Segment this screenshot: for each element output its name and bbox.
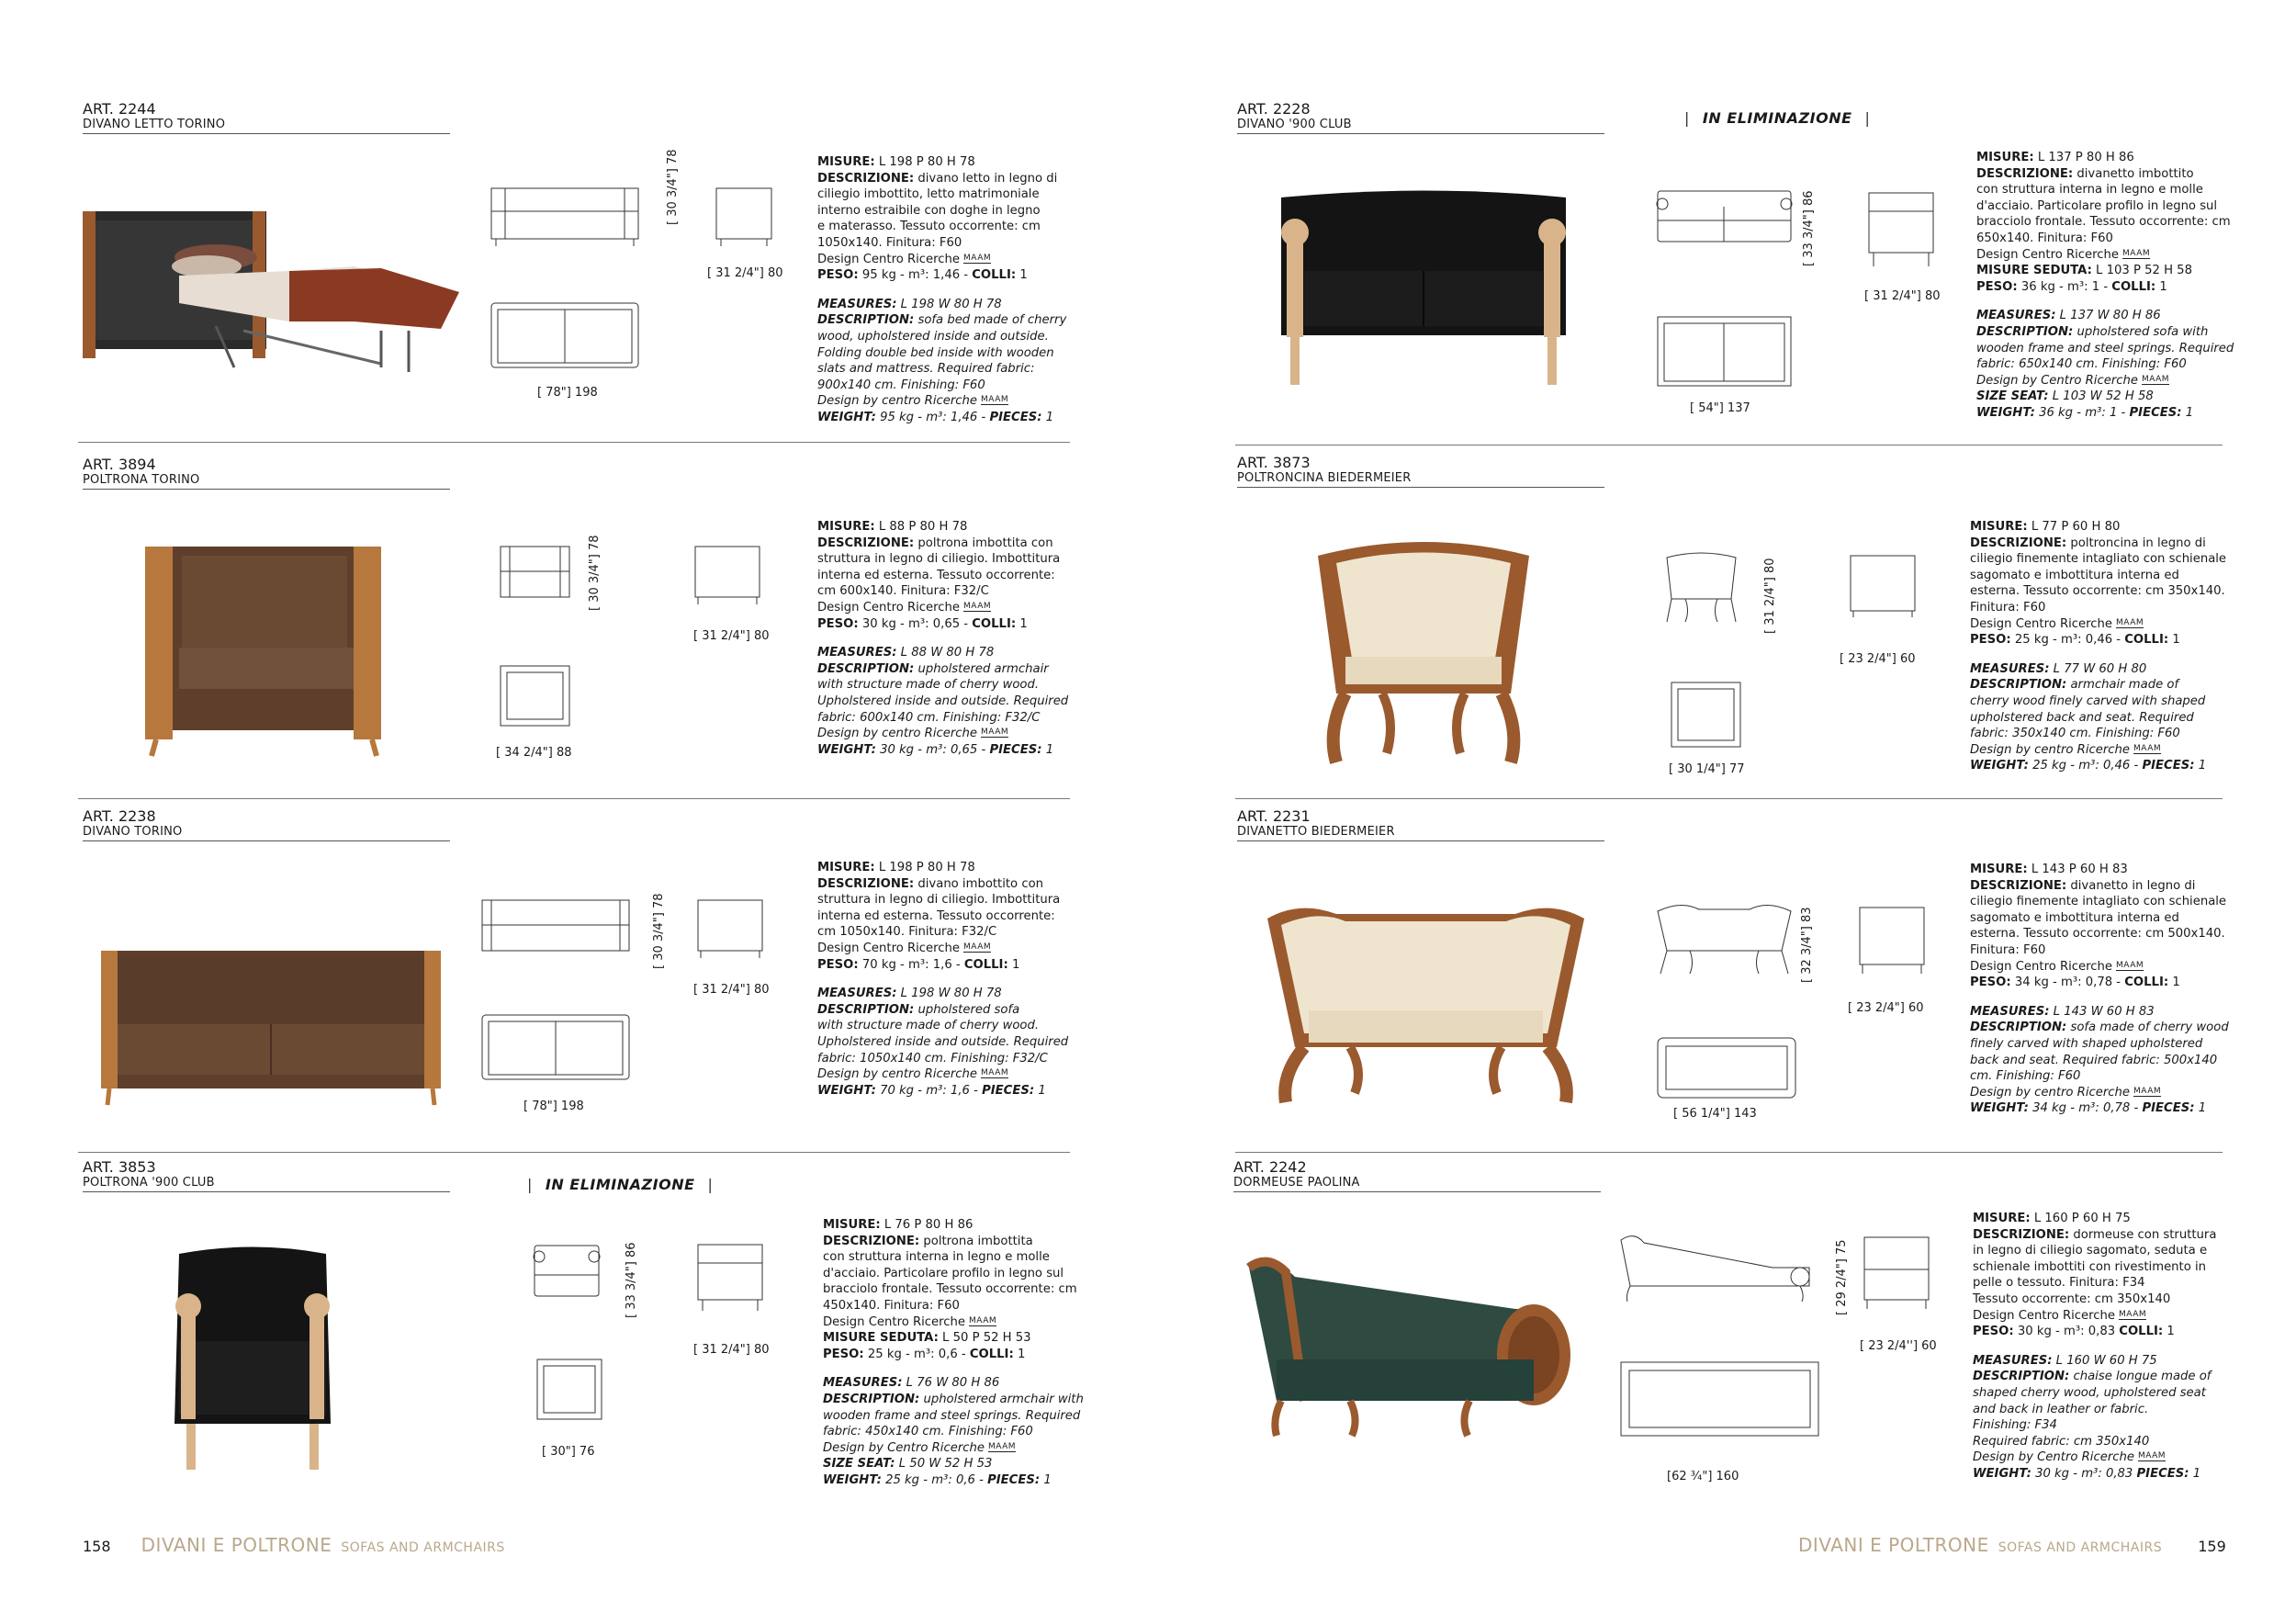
spec-line: WEIGHT: 36 kg - m³: 1 - PIECES: 1 — [1976, 405, 2194, 420]
spec-line: DESCRIZIONE: poltrona imbottita — [823, 1234, 1033, 1248]
product-photo — [1263, 896, 1589, 1107]
design-credit — [1970, 1085, 2227, 1101]
article-header — [83, 457, 450, 490]
design-credit — [1976, 247, 2234, 264]
article-header — [1233, 1159, 1601, 1192]
width-dimension: [ 30"] 76 — [542, 1445, 595, 1459]
side-view-drawing — [1846, 551, 1919, 620]
design-credit-text: Design by centro Ricerche — [1970, 1085, 2131, 1100]
top-view-drawing — [1616, 1358, 1823, 1440]
spec-line: 900x140 cm. Finishing: F60 — [817, 378, 985, 392]
italian-specs — [823, 1217, 1080, 1362]
english-specs — [1970, 661, 2227, 774]
spec-line: fabric: 1050x140 cm. Finishing: F32/C — [817, 1051, 1048, 1066]
italian-specs — [1970, 519, 2227, 648]
side-view-drawing — [691, 542, 764, 606]
spec-line: MEASURES: L 77 W 60 H 80 — [1970, 661, 2147, 676]
width-dimension: [ 78"] 198 — [523, 1100, 584, 1113]
spec-line: MISURE: L 143 P 60 H 83 — [1970, 863, 2128, 876]
product-photo — [96, 932, 445, 1107]
spec-line: Finitura: F60 — [1970, 942, 2046, 957]
spec-line: SIZE SEAT: L 50 W 52 H 53 — [823, 1457, 993, 1472]
spec-line: interna ed esterna. Tessuto occorrente: — [817, 568, 1055, 582]
discontinued-label: | IN ELIMINAZIONE | — [1684, 109, 1871, 127]
spec-line: MISURE: L 198 P 80 H 78 — [817, 861, 975, 874]
front-view-drawing — [496, 542, 574, 606]
spec-line: interna ed esterna. Tessuto occorrente: — [817, 908, 1055, 923]
english-specs — [817, 297, 1075, 426]
depth-dimension: [ 31 2/4"] 80 — [693, 629, 770, 643]
spec-line: upholstered back and seat. Required — [1970, 710, 2194, 725]
spec-line: MISURE SEDUTA: L 50 P 52 H 53 — [823, 1331, 1031, 1346]
design-credit — [817, 726, 1075, 742]
section-divider — [78, 442, 1070, 443]
design-credit-text: Design Centro Ricerche — [817, 252, 961, 266]
italian-specs — [817, 519, 1075, 632]
spec-line: interno estraibile con doghe in legno — [817, 203, 1041, 218]
spec-line: back and seat. Required fabric: 500x140 — [1970, 1053, 2218, 1067]
spec-line: MISURE: L 88 P 80 H 78 — [817, 520, 968, 534]
italian-specs — [817, 860, 1075, 973]
spec-line: schienale imbottiti con rivestimento in — [1973, 1259, 2206, 1274]
page-number: 159 — [2198, 1538, 2226, 1555]
maam-logo: MAAM — [2116, 617, 2144, 627]
depth-dimension: [ 23 2/4''] 60 — [1860, 1339, 1937, 1353]
spec-line: ciliegio finemente intagliato con schienale — [1970, 552, 2227, 567]
spec-line: WEIGHT: 34 kg - m³: 0,78 - PIECES: 1 — [1970, 1101, 2207, 1116]
section-divider — [1235, 798, 2223, 799]
spec-line: in legno di ciliegio sagomato, seduta e — [1973, 1244, 2208, 1258]
article-code: ART. 2228 — [1237, 100, 1311, 118]
side-view-drawing — [693, 896, 767, 960]
spec-line: with structure made of cherry wood. — [817, 1019, 1040, 1033]
design-credit — [823, 1314, 1080, 1331]
front-view-drawing — [1616, 1226, 1818, 1304]
design-credit-text: Design by Centro Ricerche — [1973, 1450, 2134, 1465]
depth-dimension: [ 23 2/4"] 60 — [1840, 652, 1916, 666]
design-credit-text: Design Centro Ricerche — [1970, 616, 2113, 631]
maam-logo: MAAM — [2133, 743, 2162, 753]
top-view-drawing — [496, 661, 574, 730]
design-credit-text: Design by Centro Ricerche — [1976, 373, 2138, 388]
spec-line: MEASURES: L 137 W 80 H 86 — [1976, 309, 2161, 323]
article-header — [83, 808, 450, 841]
top-view-drawing — [1653, 312, 1795, 390]
maam-logo: MAAM — [2119, 1309, 2147, 1319]
spec-line: MISURE: L 137 P 80 H 86 — [1976, 151, 2134, 164]
design-credit-text: Design by centro Ricerche — [817, 727, 978, 741]
spec-line: MISURE: L 77 P 60 H 80 — [1970, 520, 2121, 534]
spec-line: MEASURES: L 198 W 80 H 78 — [817, 987, 1002, 1001]
spec-line: DESCRIZIONE: divano letto in legno di — [817, 171, 1058, 186]
page-footer — [83, 1534, 505, 1556]
design-credit — [817, 600, 1075, 616]
article-header — [83, 101, 450, 134]
spec-line: PESO: 34 kg - m³: 0,78 - COLLI: 1 — [1970, 976, 2180, 990]
design-credit — [1973, 1308, 2230, 1325]
design-credit-text: Design Centro Ricerche — [817, 941, 961, 955]
spec-line: struttura in legno di ciliegio. Imbottitura — [817, 893, 1061, 908]
design-credit — [1973, 1449, 2230, 1466]
depth-dimension: [ 23 2/4"] 60 — [1848, 1001, 1924, 1015]
top-view-drawing — [1653, 1033, 1800, 1102]
spec-line: ciliegio finemente intagliato con schienale — [1970, 895, 2227, 909]
spec-line: d'acciaio. Particolare profilo in legno sul — [1976, 198, 2218, 213]
spec-line: cm 1050x140. Finitura: F32/C — [817, 925, 997, 940]
spec-line: WEIGHT: 25 kg - m³: 0,46 - PIECES: 1 — [1970, 759, 2207, 773]
side-view-drawing — [693, 1235, 767, 1314]
spec-line: Finishing: F34 — [1973, 1418, 2057, 1433]
front-view-drawing — [530, 1238, 603, 1307]
maam-logo: MAAM — [963, 253, 992, 263]
width-dimension: [ 54"] 137 — [1690, 401, 1750, 415]
article-code: ART. 3853 — [83, 1158, 156, 1176]
spec-line: with structure made of cherry wood. — [817, 678, 1040, 693]
design-credit-text: Design by centro Ricerche — [817, 394, 978, 409]
maam-logo: MAAM — [963, 942, 992, 952]
width-dimension: [ 56 1/4"] 143 — [1673, 1107, 1757, 1121]
product-photo — [1272, 179, 1575, 390]
maam-logo: MAAM — [987, 1441, 1017, 1451]
front-view-drawing — [1653, 184, 1795, 253]
depth-dimension: [ 31 2/4"] 80 — [693, 983, 770, 997]
width-dimension: [ 34 2/4"] 88 — [496, 746, 572, 760]
article-code: ART. 3894 — [83, 456, 156, 473]
product-description — [817, 860, 1075, 1111]
width-dimension: [62 ¾"] 160 — [1667, 1470, 1739, 1483]
product-photo — [129, 537, 404, 758]
spec-line: DESCRIPTION: sofa made of cherry wood — [1970, 1021, 2229, 1035]
spec-line: sagomato e imbottitura interna ed — [1970, 910, 2179, 925]
italian-specs — [1970, 862, 2227, 991]
english-specs — [823, 1375, 1084, 1488]
article-name: DIVANO '900 CLUB — [1237, 118, 1352, 131]
spec-line: DESCRIPTION: armchair made of — [1970, 678, 2179, 693]
spec-line: bracciolo frontale. Tessuto occorrente: cm — [1976, 215, 2231, 230]
spec-line: WEIGHT: 30 kg - m³: 0,83 PIECES: 1 — [1973, 1466, 2201, 1481]
maam-logo: MAAM — [2141, 374, 2170, 384]
spec-line: PESO: 30 kg - m³: 0,83 COLLI: 1 — [1973, 1325, 2175, 1339]
spec-line: esterna. Tessuto occorrente: cm 350x140. — [1970, 584, 2225, 599]
width-dimension: [ 30 1/4"] 77 — [1669, 762, 1745, 776]
maam-logo: MAAM — [2122, 248, 2151, 258]
top-view-drawing — [1667, 678, 1745, 751]
side-view-drawing — [1864, 184, 1938, 271]
height-dimension: [ 30 3/4"] 78 — [652, 893, 666, 969]
spec-line: DESCRIPTION: upholstered armchair with — [823, 1392, 1084, 1406]
spec-line: 1050x140. Finitura: F60 — [817, 235, 962, 250]
article-header — [83, 1159, 450, 1192]
article-code: ART. 2231 — [1237, 807, 1311, 825]
spec-line: struttura in legno di ciliegio. Imbottitura — [817, 552, 1061, 567]
article-code: ART. 3873 — [1237, 454, 1311, 471]
discontinued-text: IN ELIMINAZIONE — [1702, 109, 1852, 127]
discontinued-text: IN ELIMINAZIONE — [545, 1176, 695, 1193]
spec-line: DESCRIPTION: chaise longue made of — [1973, 1370, 2212, 1384]
spec-line: pelle o tessuto. Finitura: F34 — [1973, 1276, 2145, 1291]
maam-logo: MAAM — [963, 601, 992, 611]
top-view-drawing — [478, 1010, 634, 1084]
spec-line: DESCRIPTION: upholstered armchair — [817, 661, 1049, 676]
spec-line: cm. Finishing: F60 — [1970, 1069, 2081, 1084]
section-title: DIVANI E POLTRONE — [141, 1534, 332, 1556]
spec-line: Finitura: F60 — [1970, 600, 2046, 615]
spec-line: sagomato e imbottitura interna ed — [1970, 568, 2179, 582]
product-description — [823, 1217, 1084, 1502]
height-dimension: [ 30 3/4"] 78 — [666, 149, 680, 225]
spec-line: PESO: 36 kg - m³: 1 - COLLI: 1 — [1976, 279, 2167, 294]
spec-line: PESO: 25 kg - m³: 0,6 - COLLI: 1 — [823, 1347, 1026, 1361]
english-specs — [817, 645, 1075, 758]
design-credit — [1970, 616, 2227, 633]
spec-line: WEIGHT: 30 kg - m³: 0,65 - PIECES: 1 — [817, 742, 1054, 757]
height-dimension: [ 33 3/4"] 86 — [1802, 190, 1816, 266]
spec-line: fabric: 450x140 cm. Finishing: F60 — [823, 1425, 1033, 1439]
article-name: POLTRONCINA BIEDERMEIER — [1237, 471, 1412, 485]
spec-line: MISURE: L 76 P 80 H 86 — [823, 1218, 974, 1232]
side-view-drawing — [1860, 1228, 1933, 1311]
front-view-drawing — [1662, 548, 1740, 626]
design-credit-text: Design by centro Ricerche — [1970, 742, 2131, 757]
side-view-drawing — [712, 184, 776, 248]
spec-line: PESO: 25 kg - m³: 0,46 - COLLI: 1 — [1970, 633, 2180, 648]
spec-line: ciliegio imbottito, letto matrimoniale — [817, 187, 1040, 202]
depth-dimension: [ 31 2/4"] 80 — [707, 266, 783, 280]
design-credit-text: Design by centro Ricerche — [817, 1067, 978, 1082]
spec-line: wooden frame and steel springs. Required — [1976, 341, 2234, 355]
spec-line: MEASURES: L 88 W 80 H 78 — [817, 646, 995, 660]
design-credit-text: Design Centro Ricerche — [1970, 959, 2113, 974]
spec-line: Folding double bed inside with wooden — [817, 345, 1054, 360]
product-photo — [1309, 537, 1538, 767]
spec-line: SIZE SEAT: L 103 W 52 H 58 — [1976, 389, 2154, 404]
article-name: DORMEUSE PAOLINA — [1233, 1176, 1360, 1190]
product-description — [1970, 519, 2227, 787]
discontinued-label: | IN ELIMINAZIONE | — [527, 1176, 714, 1193]
height-dimension: [ 33 3/4"] 86 — [625, 1242, 638, 1318]
section-divider — [78, 1152, 1070, 1153]
maam-logo: MAAM — [981, 727, 1009, 738]
product-description — [817, 154, 1075, 439]
top-view-drawing — [487, 299, 643, 372]
spec-line: con struttura interna in legno e molle — [823, 1250, 1050, 1265]
spec-line: DESCRIZIONE: divanetto imbottito — [1976, 166, 2194, 181]
spec-line: fabric: 350x140 cm. Finishing: F60 — [1970, 727, 2180, 741]
article-code: ART. 2238 — [83, 807, 156, 825]
design-credit — [823, 1440, 1080, 1457]
design-credit — [1970, 742, 2227, 759]
spec-line: bracciolo frontale. Tessuto occorrente: cm — [823, 1282, 1077, 1297]
english-specs — [1973, 1353, 2230, 1483]
product-description — [1970, 862, 2227, 1130]
design-credit-text: Design Centro Ricerche — [817, 600, 961, 615]
spec-line: WEIGHT: 95 kg - m³: 1,46 - PIECES: 1 — [817, 410, 1054, 424]
spec-line: fabric: 600x140 cm. Finishing: F32/C — [817, 710, 1041, 725]
spec-line: d'acciaio. Particolare profilo in legno sul — [823, 1266, 1064, 1280]
italian-specs — [1973, 1211, 2230, 1340]
height-dimension: [ 31 2/4"] 80 — [1763, 558, 1777, 634]
spec-line: DESCRIZIONE: poltroncina in legno di — [1970, 536, 2206, 550]
spec-line: DESCRIPTION: upholstered sofa — [817, 1002, 1020, 1017]
spec-line: PESO: 95 kg - m³: 1,46 - COLLI: 1 — [817, 268, 1028, 283]
article-name: DIVANO TORINO — [83, 825, 183, 839]
product-description — [817, 519, 1075, 771]
spec-line: MEASURES: L 143 W 60 H 83 — [1970, 1004, 2155, 1019]
spec-line: esterna. Tessuto occorrente: cm 500x140. — [1970, 927, 2225, 942]
english-specs — [817, 986, 1075, 1099]
section-subtitle: SOFAS AND ARMCHAIRS — [341, 1540, 505, 1555]
spec-line: cm 600x140. Finitura: F32/C — [817, 584, 989, 599]
height-dimension: [ 29 2/4"] 75 — [1835, 1239, 1849, 1315]
maam-logo: MAAM — [2116, 960, 2144, 970]
article-name: DIVANETTO BIEDERMEIER — [1237, 825, 1395, 839]
spec-line: Upholstered inside and outside. Required — [817, 694, 1069, 708]
spec-line: DESCRIPTION: upholstered sofa with — [1976, 324, 2209, 339]
spec-line: DESCRIPTION: sofa bed made of cherry — [817, 313, 1067, 328]
spec-line: slats and mattress. Required fabric: — [817, 362, 1035, 377]
front-view-drawing — [478, 896, 634, 960]
spec-line: fabric: 650x140 cm. Finishing: F60 — [1976, 357, 2187, 372]
spec-line: wood, upholstered inside and outside. — [817, 329, 1049, 344]
top-view-drawing — [533, 1355, 606, 1424]
spec-line: PESO: 30 kg - m³: 0,65 - COLLI: 1 — [817, 616, 1028, 631]
maam-logo: MAAM — [2137, 1451, 2167, 1461]
maam-logo: MAAM — [2133, 1086, 2162, 1096]
maam-logo: MAAM — [969, 1315, 997, 1325]
spec-line: MEASURES: L 198 W 80 H 78 — [817, 297, 1002, 311]
maam-logo: MAAM — [981, 1068, 1009, 1078]
section-divider — [78, 798, 1070, 799]
spec-line: DESCRIZIONE: divanetto in legno di — [1970, 878, 2196, 893]
right-page — [1148, 0, 2296, 1624]
spec-line: MISURE: L 198 P 80 H 78 — [817, 155, 975, 169]
front-view-drawing — [1653, 900, 1795, 978]
page-number: 158 — [83, 1538, 111, 1555]
article-name: POLTRONA '900 CLUB — [83, 1176, 215, 1190]
english-specs — [1970, 1004, 2227, 1117]
product-description — [1973, 1211, 2230, 1495]
product-photo — [1240, 1254, 1589, 1438]
width-dimension: [ 78"] 198 — [537, 386, 598, 400]
design-credit-text: Design Centro Ricerche — [1973, 1308, 2116, 1323]
spec-line: shaped cherry wood, upholstered seat — [1973, 1385, 2206, 1400]
spec-line: WEIGHT: 25 kg - m³: 0,6 - PIECES: 1 — [823, 1472, 1052, 1487]
spec-line: e materasso. Tessuto occorrente: cm — [817, 220, 1041, 234]
article-name: POLTRONA TORINO — [83, 473, 200, 487]
height-dimension: [ 32 3/4"] 83 — [1800, 907, 1814, 983]
design-credit — [817, 941, 1075, 957]
depth-dimension: [ 31 2/4"] 80 — [1864, 289, 1941, 303]
design-credit-text: Design Centro Ricerche — [1976, 247, 2120, 262]
spec-line: Upholstered inside and outside. Required — [817, 1034, 1069, 1049]
design-credit-text: Design by Centro Ricerche — [823, 1440, 985, 1455]
spec-line: Required fabric: cm 350x140 — [1973, 1434, 2150, 1449]
spec-line: and back in leather or fabric. — [1973, 1402, 2149, 1416]
spec-line: DESCRIZIONE: poltrona imbottita con — [817, 536, 1053, 550]
design-credit — [817, 252, 1075, 268]
section-subtitle: SOFAS AND ARMCHAIRS — [1998, 1540, 2163, 1555]
article-name: DIVANO LETTO TORINO — [83, 118, 226, 131]
spec-line: MISURE: L 160 P 60 H 75 — [1973, 1212, 2131, 1225]
section-divider — [1235, 1152, 2223, 1153]
italian-specs — [1976, 150, 2234, 295]
maam-logo: MAAM — [981, 395, 1009, 405]
spec-line: finely carved with shaped upholstered — [1970, 1036, 2203, 1051]
spec-line: cherry wood finely carved with shaped — [1970, 694, 2206, 708]
spec-line: PESO: 70 kg - m³: 1,6 - COLLI: 1 — [817, 957, 1020, 972]
spec-line: wooden frame and steel springs. Required — [823, 1408, 1081, 1423]
english-specs — [1976, 308, 2234, 421]
spec-line: MISURE SEDUTA: L 103 P 52 H 58 — [1976, 264, 2192, 278]
height-dimension: [ 30 3/4"] 78 — [588, 535, 602, 611]
design-credit — [1976, 373, 2234, 389]
product-photo — [161, 1240, 344, 1474]
spec-line: 450x140. Finitura: F60 — [823, 1298, 960, 1313]
spec-line: 650x140. Finitura: F60 — [1976, 231, 2113, 245]
article-code: ART. 2244 — [83, 100, 156, 118]
spec-line: con struttura interna in legno e molle — [1976, 183, 2203, 197]
side-view-drawing — [1855, 900, 1929, 978]
spec-line: DESCRIZIONE: dormeuse con struttura — [1973, 1227, 2217, 1242]
article-header — [1237, 101, 1604, 134]
depth-dimension: [ 31 2/4"] 80 — [693, 1343, 770, 1357]
design-credit-text: Design Centro Ricerche — [823, 1314, 966, 1329]
spec-line: WEIGHT: 70 kg - m³: 1,6 - PIECES: 1 — [817, 1083, 1046, 1098]
front-view-drawing — [487, 184, 643, 248]
product-description — [1976, 150, 2234, 434]
article-header — [1237, 808, 1604, 841]
design-credit — [1970, 959, 2227, 976]
spec-line: MEASURES: L 76 W 80 H 86 — [823, 1376, 1000, 1391]
article-header — [1237, 455, 1604, 488]
italian-specs — [817, 154, 1075, 284]
section-title: DIVANI E POLTRONE — [1798, 1534, 1989, 1556]
spec-line: MEASURES: L 160 W 60 H 75 — [1973, 1353, 2157, 1368]
design-credit — [817, 1066, 1075, 1083]
spec-line: Tessuto occorrente: cm 350x140 — [1973, 1291, 2171, 1306]
article-code: ART. 2242 — [1233, 1158, 1307, 1176]
page-footer — [1798, 1534, 2226, 1556]
product-photo — [78, 184, 464, 377]
design-credit — [817, 393, 1075, 410]
spec-line: DESCRIZIONE: divano imbottito con — [817, 876, 1043, 891]
